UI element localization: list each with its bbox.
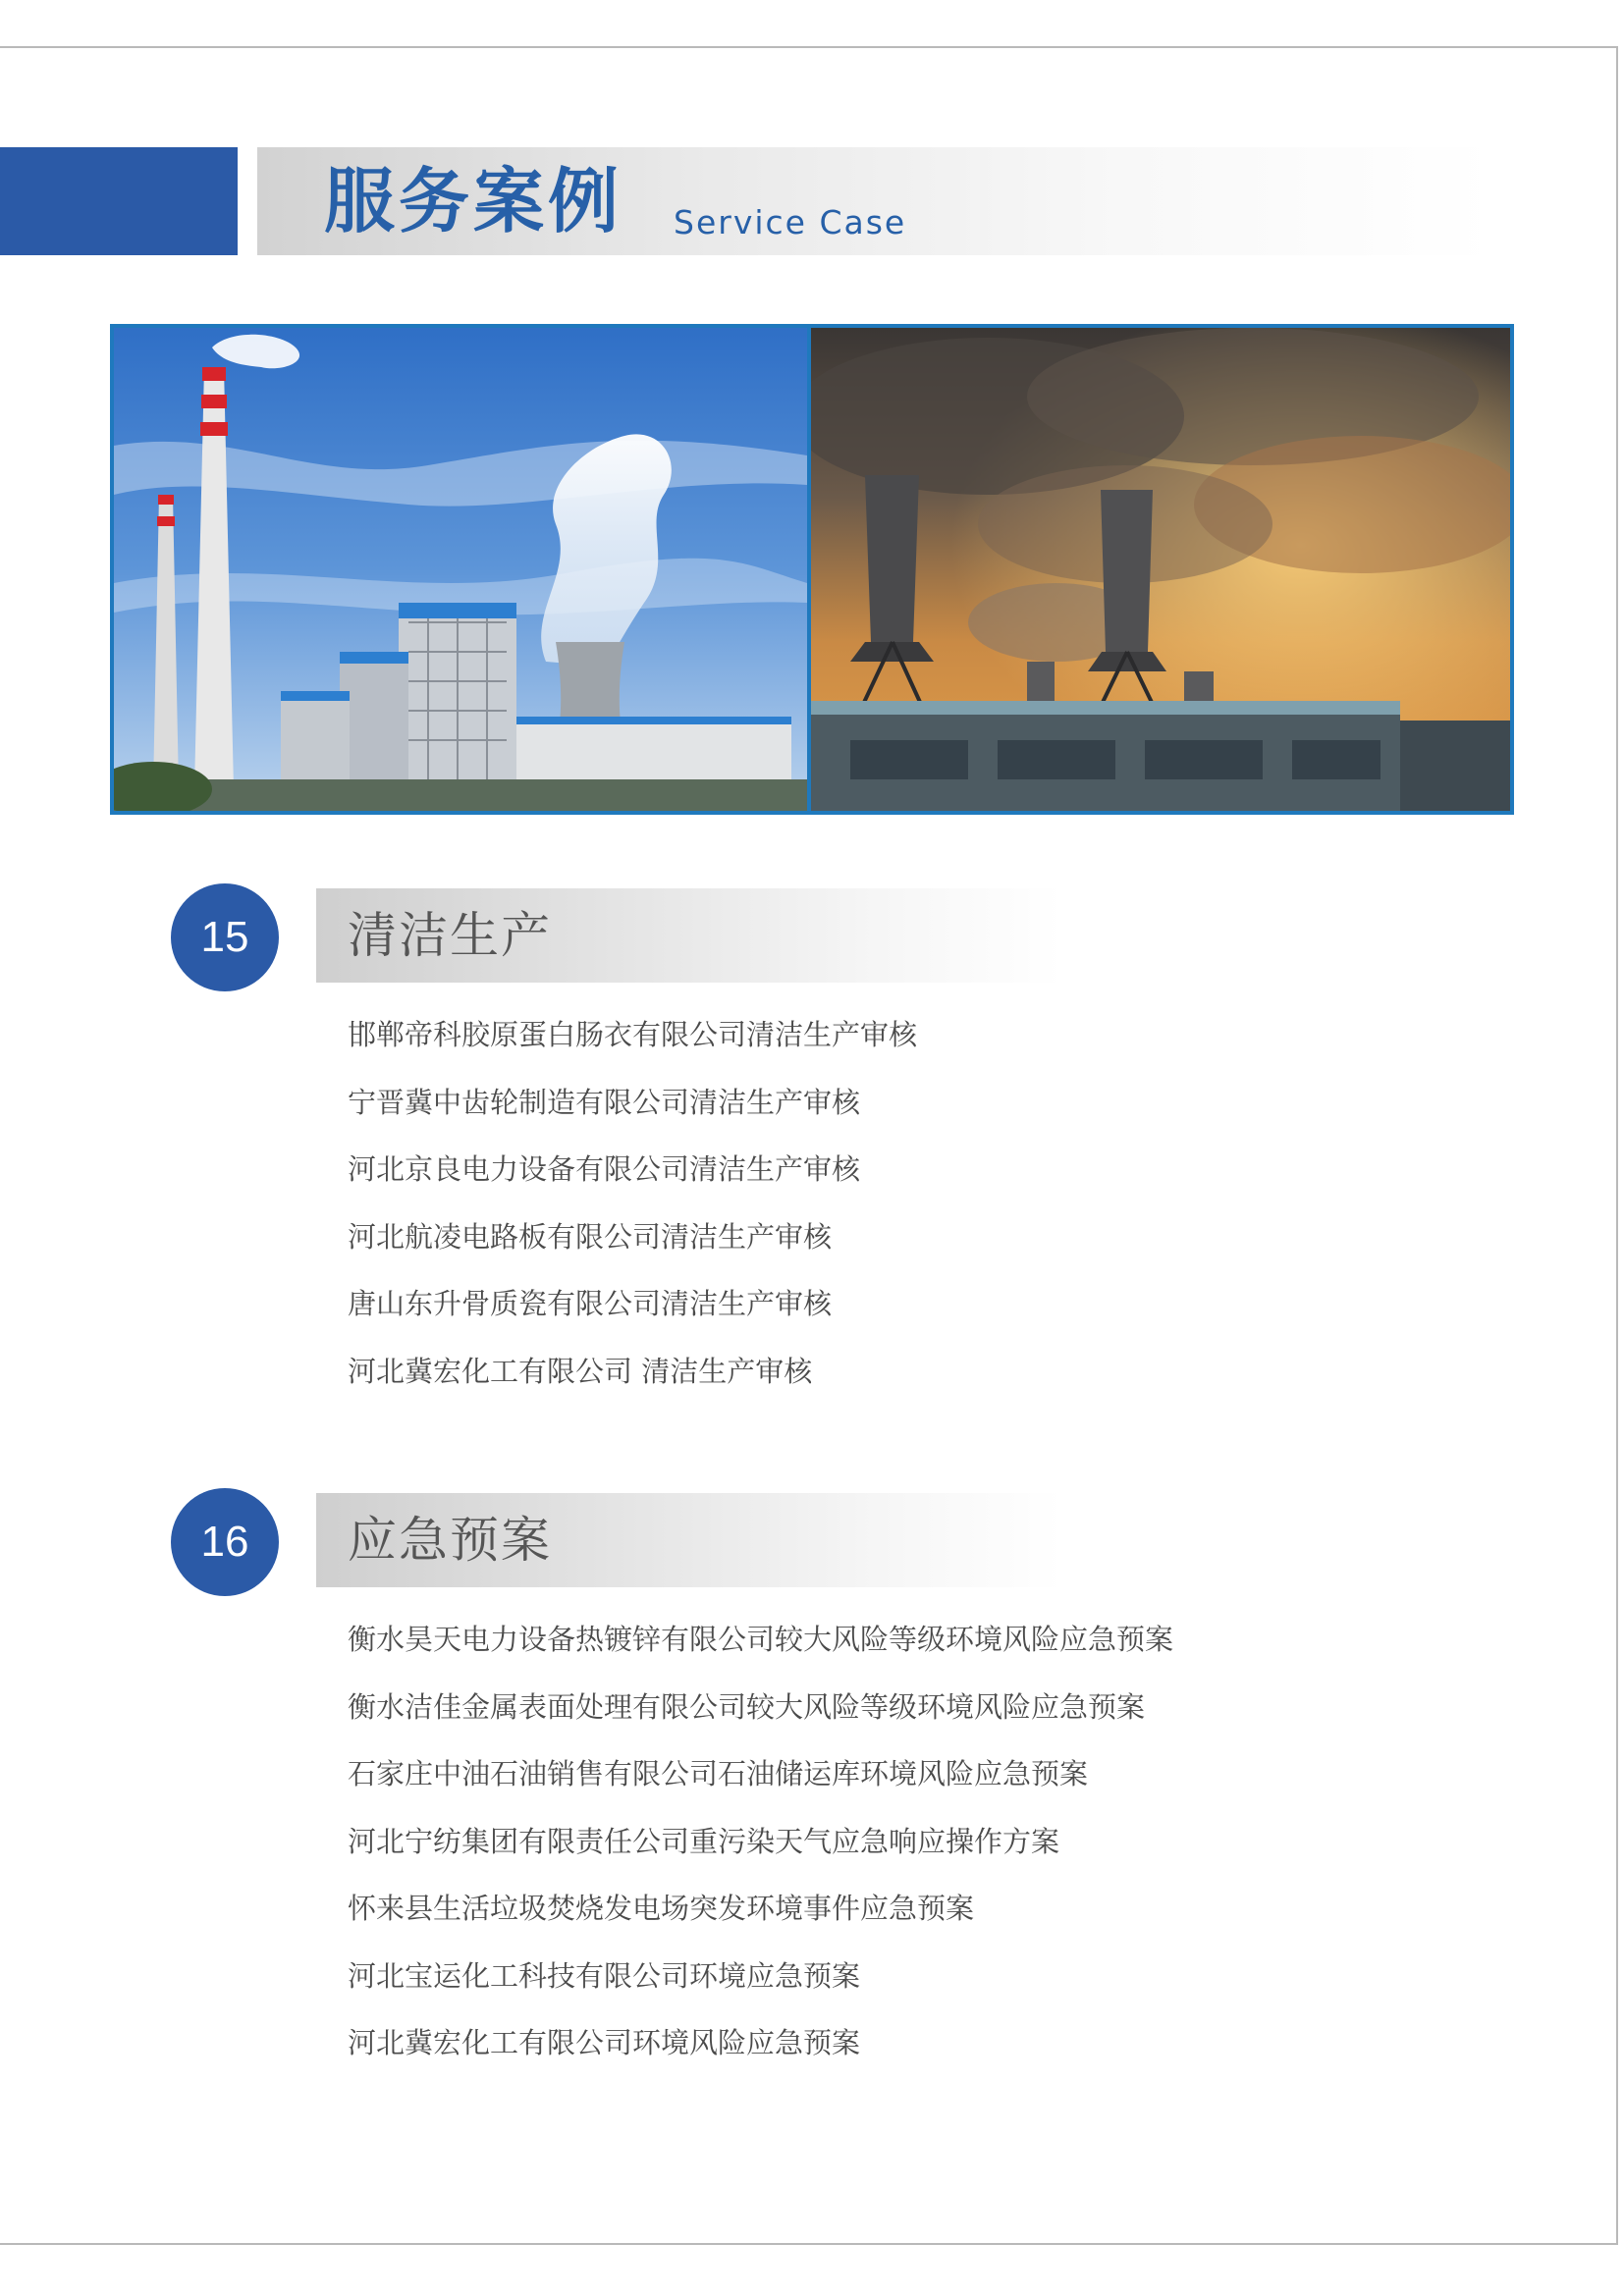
list-item: 邯郸帝科胶原蛋白肠衣有限公司清洁生产审核 <box>348 1018 918 1051</box>
section-number-badge: 15 <box>171 883 279 991</box>
list-item: 唐山东升骨质瓷有限公司清洁生产审核 <box>348 1287 833 1320</box>
list-item: 怀来县生活垃圾焚烧发电场突发环境事件应急预案 <box>348 1892 975 1925</box>
list-item: 河北冀宏化工有限公司 清洁生产审核 <box>348 1354 813 1388</box>
case-list <box>348 1001 917 1405</box>
header-accent-block <box>0 147 238 255</box>
list-item: 宁晋冀中齿轮制造有限公司清洁生产审核 <box>348 1085 861 1119</box>
list-item: 石家庄中油石油销售有限公司石油储运库环境风险应急预案 <box>348 1757 1089 1790</box>
power-plant-photo <box>114 328 807 811</box>
page-subtitle: Service Case <box>674 203 907 241</box>
list-item: 衡水洁佳金属表面处理有限公司较大风险等级环境风险应急预案 <box>348 1689 1146 1724</box>
list-item: 河北京良电力设备有限公司清洁生产审核 <box>348 1152 861 1186</box>
smoke-chimneys-photo <box>811 328 1510 811</box>
photo-banner <box>110 324 1514 815</box>
list-item: 河北冀宏化工有限公司环境风险应急预案 <box>348 2026 861 2059</box>
list-item: 河北宝运化工科技有限公司环境应急预案 <box>348 1958 861 1993</box>
page-title: 服务案例 <box>324 160 623 242</box>
section-title: 清洁生产 <box>348 907 552 964</box>
list-item: 河北宁纺集团有限责任公司重污染天气应急响应操作方案 <box>348 1824 1060 1858</box>
section-number-badge: 16 <box>171 1488 279 1596</box>
section-title: 应急预案 <box>348 1512 552 1569</box>
list-item: 衡水昊天电力设备热镀锌有限公司较大风险等级环境风险应急预案 <box>348 1623 1174 1656</box>
list-item: 河北航凌电路板有限公司清洁生产审核 <box>348 1219 833 1254</box>
case-list <box>348 1606 1173 2077</box>
